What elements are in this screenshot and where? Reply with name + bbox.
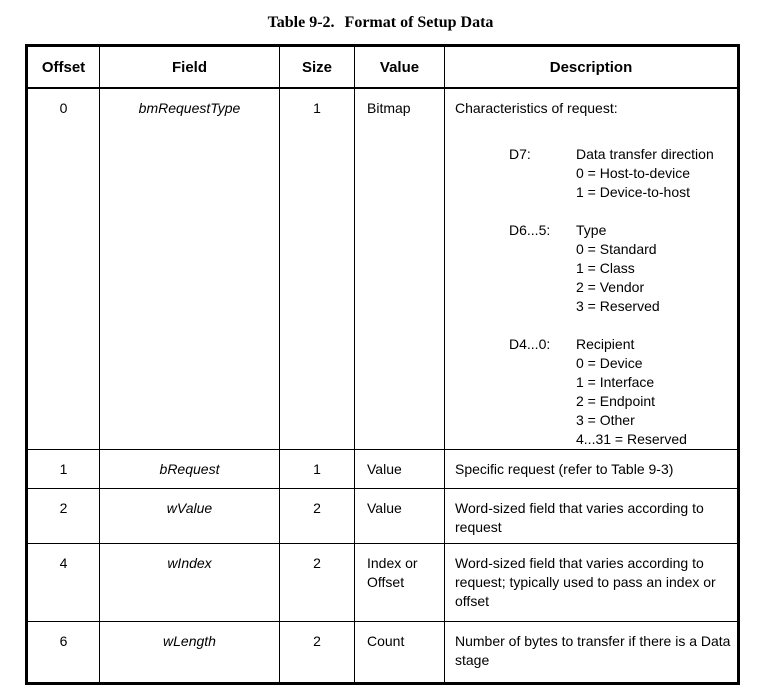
- table-body: [27, 88, 739, 684]
- description-cell: [445, 544, 739, 622]
- offset-cell: 1: [27, 450, 100, 489]
- bit-group: [509, 335, 733, 449]
- bit-line: 1 = Interface: [576, 374, 655, 390]
- bit-label: D4...0:: [509, 336, 551, 352]
- description-cell: [445, 489, 739, 544]
- field-cell: wLength: [100, 622, 280, 684]
- table-row: [27, 489, 739, 544]
- field-cell: wValue: [100, 489, 280, 544]
- bit-line: Recipient: [576, 336, 635, 352]
- bit-line: 2 = Endpoint: [576, 393, 656, 409]
- header-field: Field: [100, 46, 280, 89]
- table-row: [27, 450, 739, 489]
- setup-data-table: [25, 44, 740, 685]
- bit-line: 0 = Host-to-device: [576, 165, 690, 181]
- description-text: Word-sized field that varies according to request: [455, 500, 704, 535]
- size-cell: 1: [280, 450, 355, 489]
- bit-lines: [576, 221, 733, 316]
- value-cell: Value: [355, 450, 445, 489]
- table-caption-text: Format of Setup Data: [344, 14, 494, 31]
- offset-cell: 0: [27, 88, 100, 450]
- field-cell: bmRequestType: [100, 88, 280, 450]
- offset-cell: 2: [27, 489, 100, 544]
- header-size: Size: [280, 46, 355, 89]
- value-cell: Index or Offset: [355, 544, 445, 622]
- bit-line: 4...31 = Reserved: [576, 431, 687, 447]
- description-text: Number of bytes to transfer if there is a Data stage: [455, 633, 731, 668]
- header-row: [27, 46, 739, 89]
- size-cell: 2: [280, 544, 355, 622]
- bit-line: 2 = Vendor: [576, 279, 645, 295]
- offset-cell: 4: [27, 544, 100, 622]
- table-row: [27, 544, 739, 622]
- bit-line: 3 = Reserved: [576, 298, 660, 314]
- field-cell: bRequest: [100, 450, 280, 489]
- size-cell: 2: [280, 489, 355, 544]
- bit-group: [509, 145, 733, 202]
- bit-group: [509, 221, 733, 316]
- description-text: Word-sized field that varies according to request; typically used to pass an index or offset: [455, 555, 716, 609]
- table-caption: [0, 0, 761, 32]
- field-cell: wIndex: [100, 544, 280, 622]
- description-cell: [445, 622, 739, 684]
- value-cell: Count: [355, 622, 445, 684]
- table-row: [27, 88, 739, 450]
- bit-label: D7:: [509, 146, 531, 162]
- description-text: Specific request (refer to Table 9-3): [455, 461, 674, 477]
- description-cell: [445, 450, 739, 489]
- value-cell: Value: [355, 489, 445, 544]
- bit-line: 1 = Class: [576, 260, 635, 276]
- header-value: Value: [355, 46, 445, 89]
- bit-lines: [576, 145, 733, 202]
- bit-label: D6...5:: [509, 222, 551, 238]
- bit-line: 0 = Device: [576, 355, 643, 371]
- bit-line: 1 = Device-to-host: [576, 184, 690, 200]
- bit-lines: [576, 335, 733, 449]
- description-intro: Characteristics of request:: [455, 100, 618, 116]
- table-row: [27, 622, 739, 684]
- size-cell: 1: [280, 88, 355, 450]
- bit-line: 0 = Standard: [576, 241, 657, 257]
- table-caption-label: Table 9-2.: [267, 14, 335, 31]
- offset-cell: 6: [27, 622, 100, 684]
- size-cell: 2: [280, 622, 355, 684]
- bit-line: Data transfer direction: [576, 146, 714, 162]
- bit-line: 3 = Other: [576, 412, 635, 428]
- header-offset: Offset: [27, 46, 100, 89]
- bit-line: Type: [576, 222, 607, 238]
- description-cell: [445, 88, 739, 450]
- header-description: Description: [445, 46, 739, 89]
- value-cell: Bitmap: [355, 88, 445, 450]
